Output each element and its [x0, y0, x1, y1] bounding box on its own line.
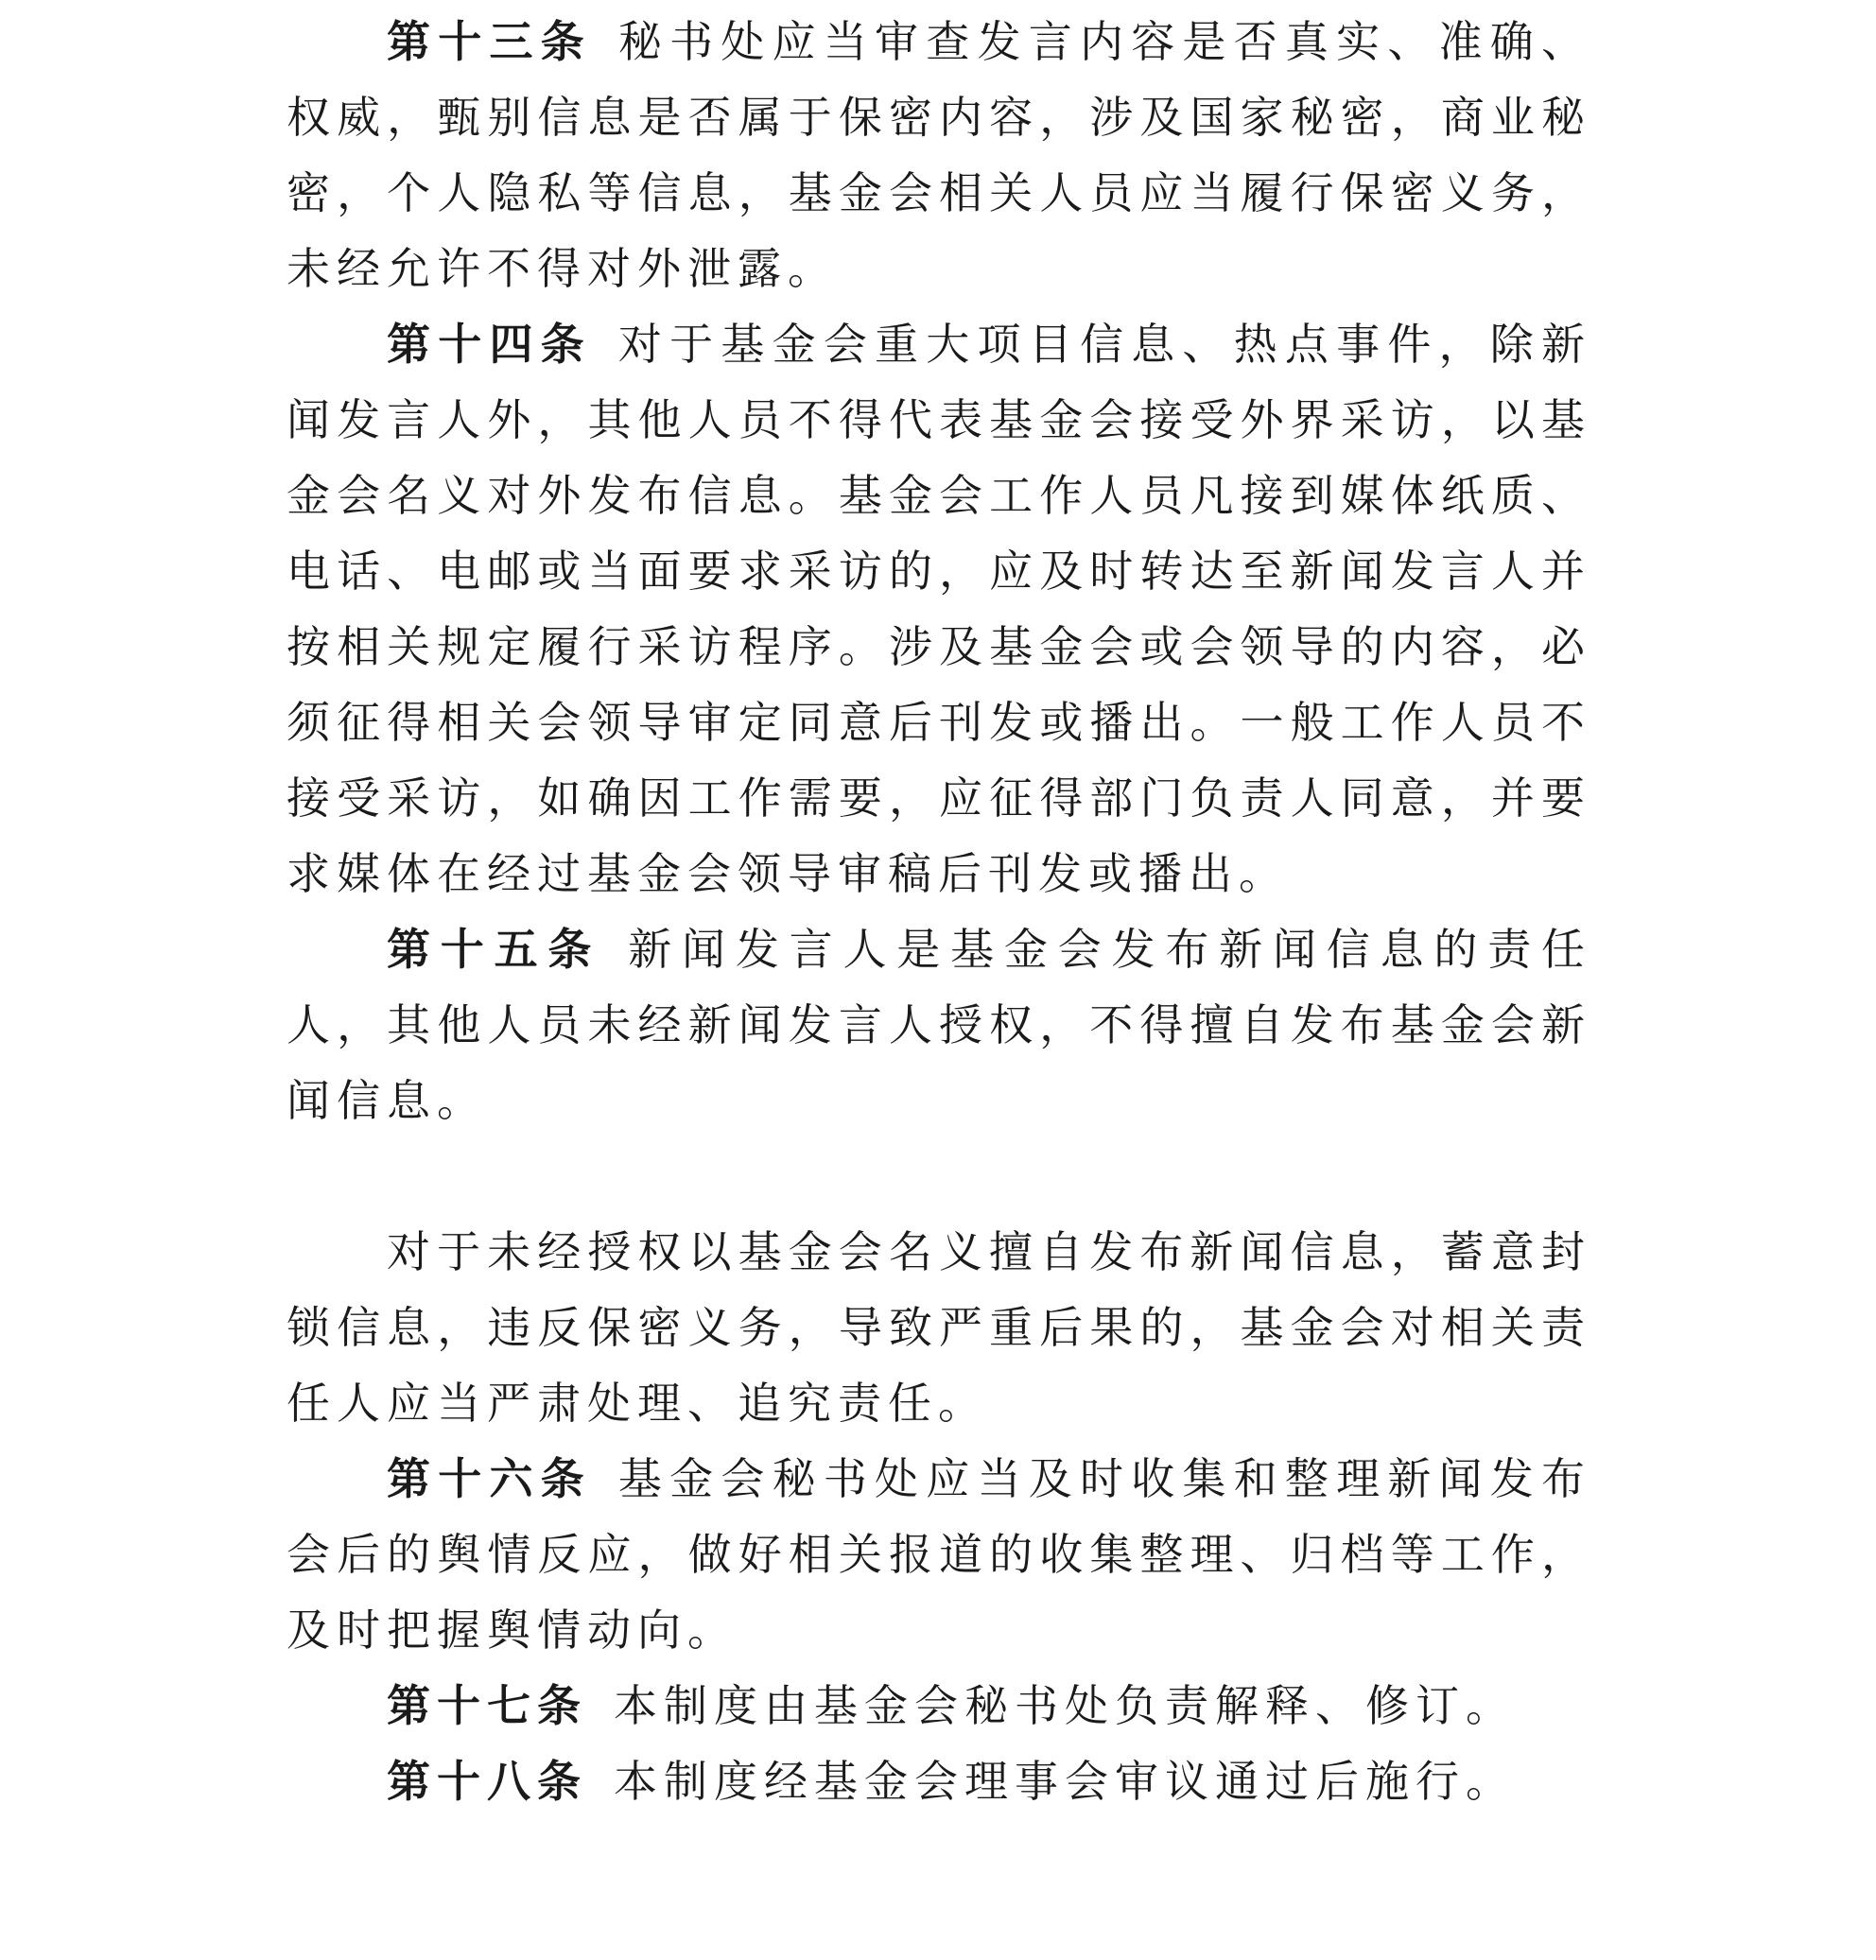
article-number: 第十七条 — [387, 1680, 587, 1731]
article-number: 第十五条 — [387, 924, 602, 975]
unnumbered-paragraph: 对于未经授权以基金会名义擅自发布新闻信息，蓄意封锁信息，违反保密义务，导致严重后果的，基金会对相关责任人应当严肃处理、追究责任。 — [287, 1226, 1591, 1429]
article-text: 秘书处应当审查发言内容是否真实、准确、权威，甄别信息是否属于保密内容，涉及国家秘密，商业秘密，个人隐私等信息，基金会相关人员应当履行保密义务，未经允许不得对外泄露。 — [287, 16, 1592, 294]
document-page — [287, 0, 1591, 1819]
article-number: 第十四条 — [387, 319, 592, 370]
article-16 — [287, 1441, 1591, 1668]
article-13 — [287, 4, 1591, 306]
article-number: 第十三条 — [387, 16, 592, 67]
article-text: 基金会秘书处应当及时收集和整理新闻发布会后的舆情反应，做好相关报道的收集整理、归档等工作，及时把握舆情动向。 — [287, 1453, 1592, 1656]
article-14 — [287, 306, 1591, 911]
article-text: 本制度由基金会秘书处负责解释、修订。 — [614, 1680, 1516, 1731]
article-17 — [287, 1668, 1591, 1743]
article-text: 新闻发言人是基金会发布新闻信息的责任人，其他人员未经新闻发言人授权，不得擅自发布基金会新闻信息。 — [287, 924, 1592, 1126]
article-number: 第十八条 — [387, 1756, 587, 1807]
article-text: 对于基金会重大项目信息、热点事件，除新闻发言人外，其他人员不得代表基金会接受外界采访，以基金会名义对外发布信息。基金会工作人员凡接到媒体纸质、电话、电邮或当面要求采访的，应及时转达至新闻发言人并按相关规定履行采访程序。涉及基金会或会领导的内容，必须征得相关会领导审定同意后刊发或播出。一般工作人员不接受采访，如确因工作需要，应征得部门负责人同意，并要求媒体在经过基金会领导审稿后刊发或播出。 — [287, 319, 1592, 899]
article-15 — [287, 911, 1591, 1138]
article-18 — [287, 1743, 1591, 1819]
article-number: 第十六条 — [387, 1453, 592, 1504]
article-text: 本制度经基金会理事会审议通过后施行。 — [614, 1756, 1516, 1807]
paragraph-spacer — [287, 1138, 1591, 1214]
